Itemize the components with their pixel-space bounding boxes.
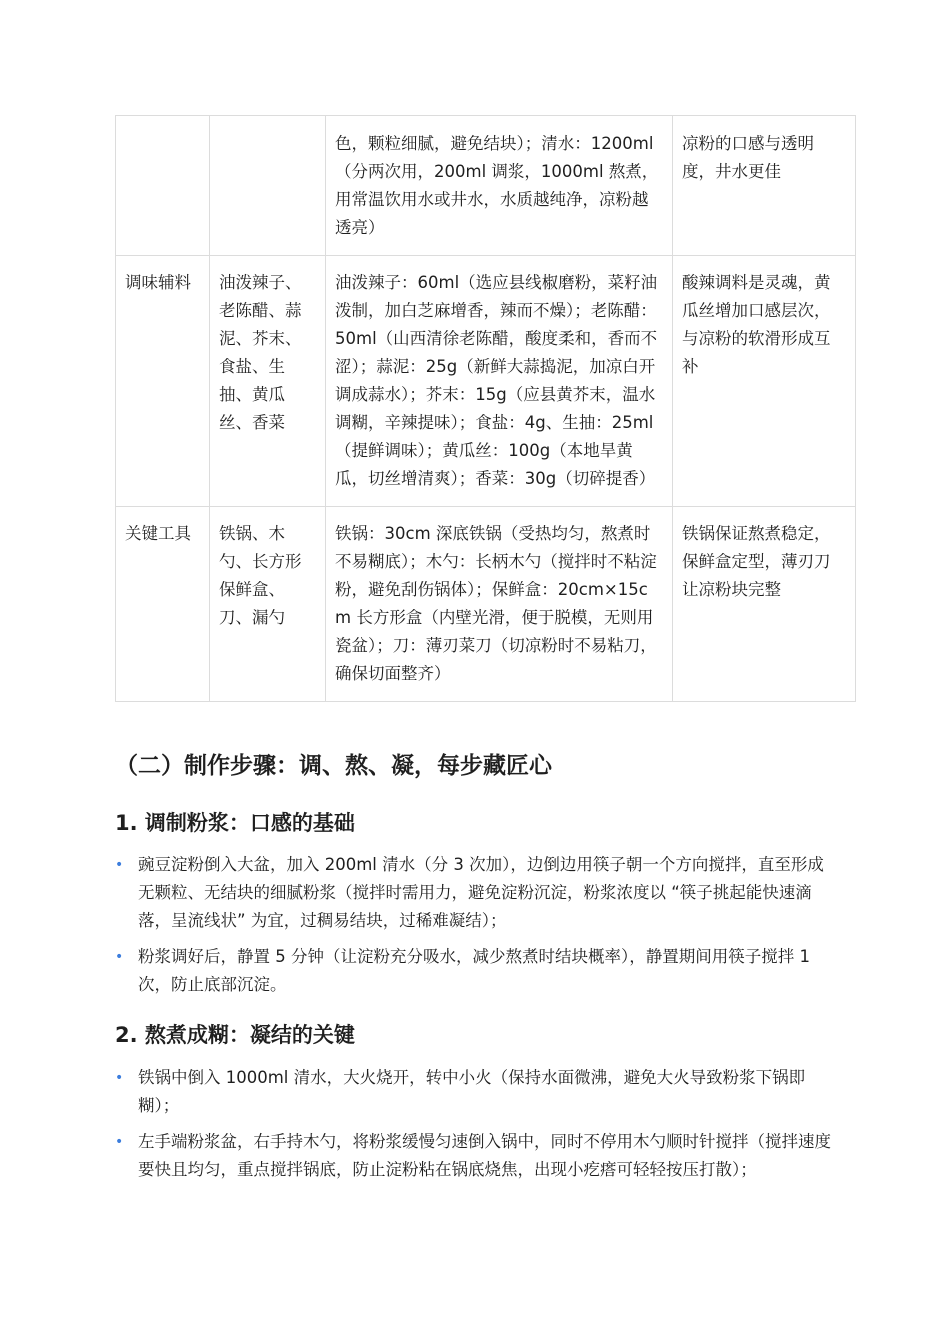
table-cell-detail: 色，颗粒细腻，避免结块）；清水：1200ml（分两次用，200ml 调浆，1000ml 熬煮，用常温饮用水或井水，水质越纯净，凉粉越透亮） [326,116,673,256]
table-cell-note: 凉粉的口感与透明度，井水更佳 [673,116,856,256]
table-row [116,507,856,702]
list-item [115,1128,835,1184]
table-cell-category [116,116,210,256]
bullet-icon: • [115,857,124,873]
table-row [116,116,856,256]
section-heading: （二）制作步骤：调、熬、凝，每步藏匠心 [115,753,552,779]
list-item-text: 左手端粉浆盆，右手持木勺，将粉浆缓慢匀速倒入锅中，同时不停用木勺顺时针搅拌（搅拌速度要快且均匀，重点搅拌锅底，防止淀粉粘在锅底烧焦，出现小疙瘩可轻轻按压打散）； [138,1132,831,1179]
table-cell-category: 调味辅料 [116,256,210,507]
step1-heading: 1. 调制粉浆：口感的基础 [115,811,355,835]
table-cell-items: 油泼辣子、老陈醋、蒜泥、芥末、食盐、生抽、黄瓜丝、香菜 [210,256,326,507]
list-item [115,943,835,999]
step2-heading: 2. 熬煮成糊：凝结的关键 [115,1023,355,1047]
list-item [115,851,835,935]
table-row [116,256,856,507]
table-cell-note: 酸辣调料是灵魂，黄瓜丝增加口感层次，与凉粉的软滑形成互补 [673,256,856,507]
step1-list [115,851,835,1007]
step2-list [115,1064,835,1192]
list-item-text: 铁锅中倒入 1000ml 清水，大火烧开，转中小火（保持水面微沸，避免大火导致粉浆下锅即糊）； [138,1068,806,1115]
bullet-icon: • [115,1134,124,1150]
bullet-icon: • [115,1070,124,1086]
table-cell-category: 关键工具 [116,507,210,702]
list-item-text: 粉浆调好后，静置 5 分钟（让淀粉充分吸水，减少熬煮时结块概率），静置期间用筷子搅拌 1 次，防止底部沉淀。 [138,947,810,994]
table-cell-items [210,116,326,256]
table-cell-detail: 铁锅：30cm 深底铁锅（受热均匀，熬煮时不易糊底）；木勺：长柄木勺（搅拌时不粘淀粉，避免刮伤锅体）；保鲜盒：20cm×15cm 长方形盒（内壁光滑，便于脱模，无则用瓷盆）；刀：薄刃菜刀（切凉粉时不易粘刀，确保切面整齐） [326,507,673,702]
ingredients-table [115,115,856,702]
list-item-text: 豌豆淀粉倒入大盆，加入 200ml 清水（分 3 次加），边倒边用筷子朝一个方向搅拌，直至形成无颗粒、无结块的细腻粉浆（搅拌时需用力，避免淀粉沉淀，粉浆浓度以 “筷子挑起能快速滴落，呈流线状” 为宜，过稠易结块，过稀难凝结）； [138,855,824,930]
list-item [115,1064,835,1120]
bullet-icon: • [115,949,124,965]
table-cell-detail: 油泼辣子：60ml（选应县线椒磨粉，菜籽油泼制，加白芝麻增香，辣而不燥）；老陈醋：50ml（山西清徐老陈醋，酸度柔和，香而不涩）；蒜泥：25g（新鲜大蒜捣泥，加凉白开调成蒜水）；芥末：15g（应县黄芥末，温水调糊，辛辣提味）；食盐：4g、生抽：25ml（提鲜调味）；黄瓜丝：100g（本地旱黄瓜，切丝增清爽）；香菜：30g（切碎提香） [326,256,673,507]
table-cell-note: 铁锅保证熬煮稳定，保鲜盒定型，薄刃刀让凉粉块完整 [673,507,856,702]
table-cell-items: 铁锅、木勺、长方形保鲜盒、刀、漏勺 [210,507,326,702]
